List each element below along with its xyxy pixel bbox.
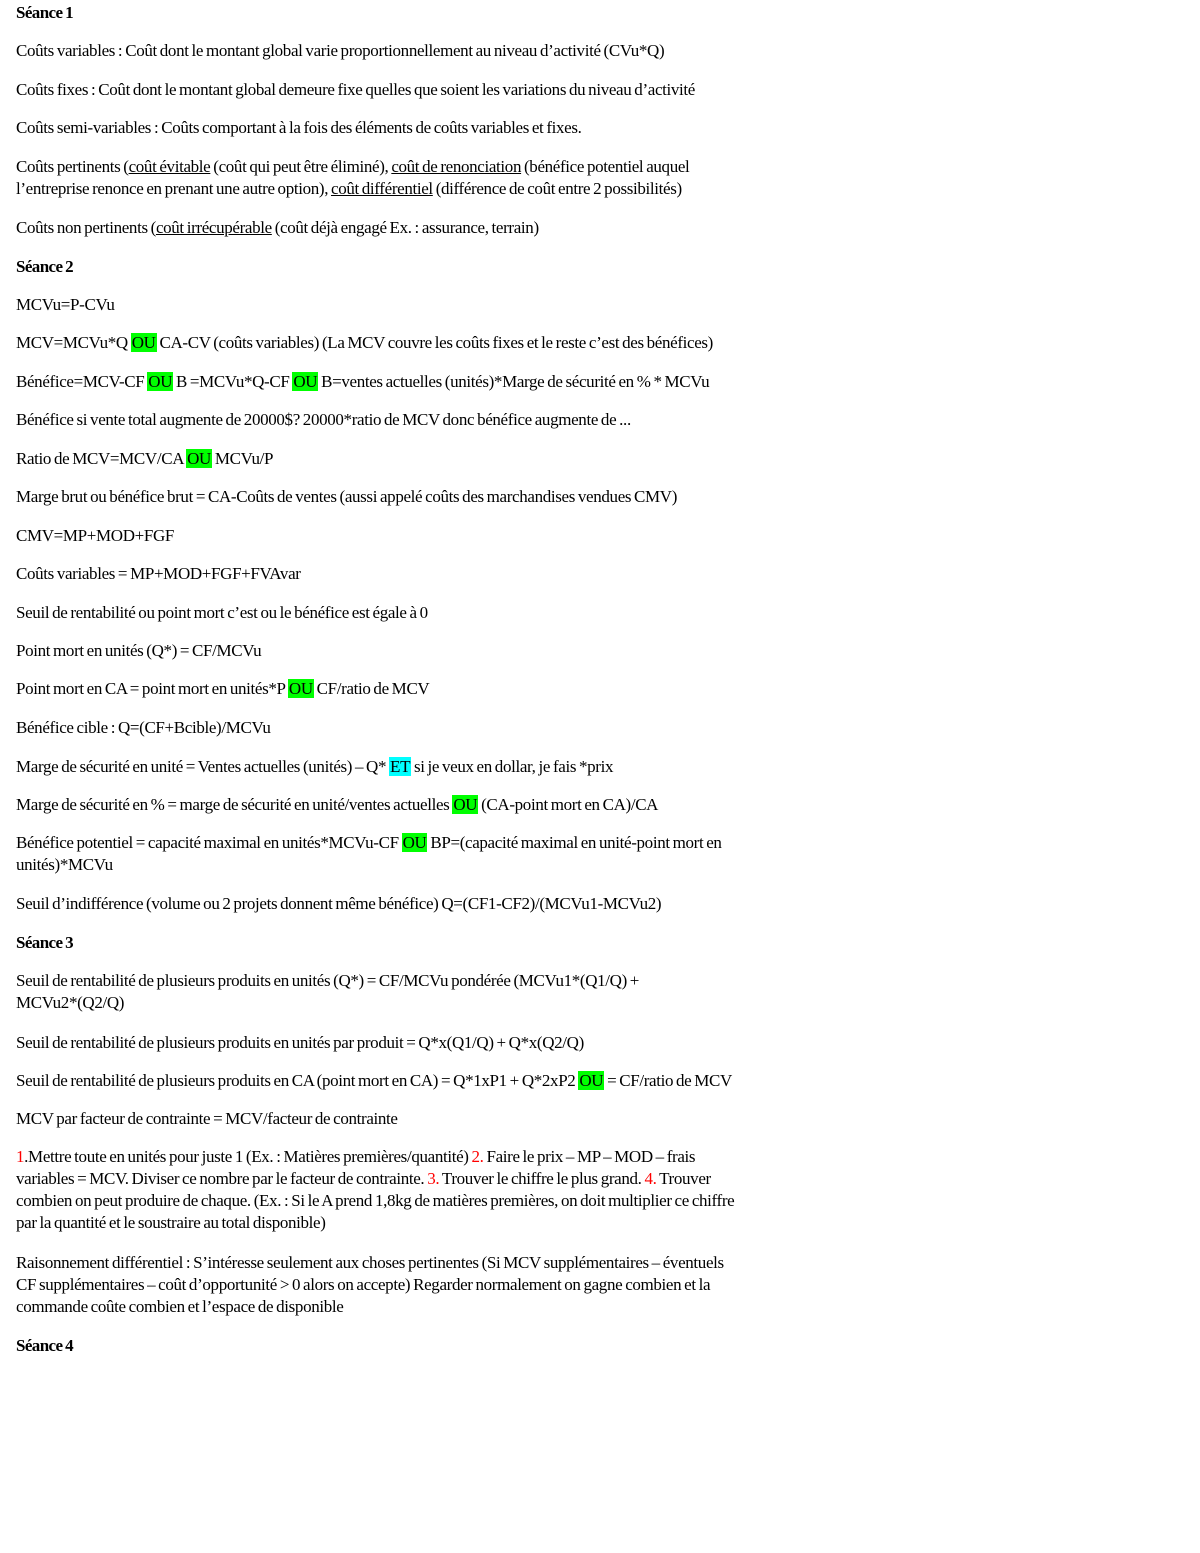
text-run: Séance 4 <box>16 1336 73 1355</box>
text-run: si je veux en dollar, je fais *prix <box>411 757 614 776</box>
text-run: CF supplémentaires – coût d’opportunité > 0 alors on accepte) Regarder normalement on gagne combien et la <box>16 1275 711 1294</box>
underlined-term: coût de renonciation <box>391 157 522 176</box>
note-paragraph <box>16 486 916 508</box>
text-run: unités)*MCVu <box>16 855 113 874</box>
section-heading <box>16 256 916 278</box>
text-run: Point mort en unités (Q*) = CF/MCVu <box>16 641 262 660</box>
text-run: Point mort en CA = point mort en unités*P <box>16 679 288 698</box>
text-run: Seuil de rentabilité ou point mort c’est ou le bénéfice est égale à 0 <box>16 603 428 622</box>
text-run: Séance 2 <box>16 257 73 276</box>
note-paragraph <box>16 332 916 354</box>
text-run: Raisonnement différentiel : S’intéresse seulement aux choses pertinentes (Si MCV supplémentaires – éventuels <box>16 1253 724 1272</box>
note-paragraph <box>16 1252 916 1318</box>
note-paragraph <box>16 448 916 470</box>
step-number: 2. <box>471 1147 484 1166</box>
step-number: 1 <box>16 1147 25 1166</box>
text-run: Marge de sécurité en % = marge de sécurité en unité/ventes actuelles <box>16 795 453 814</box>
text-run: Séance 1 <box>16 3 73 22</box>
highlight-ou: OU <box>288 679 313 698</box>
note-paragraph <box>16 409 916 431</box>
text-run: BP=(capacité maximal en unité-point mort en <box>427 833 722 852</box>
text-run: Bénéfice potentiel = capacité maximal en unités*MCVu-CF <box>16 833 402 852</box>
note-paragraph <box>16 832 916 876</box>
text-run: Séance 3 <box>16 933 73 952</box>
text-run: Marge de sécurité en unité = Ventes actuelles (unités) – Q* <box>16 757 390 776</box>
note-paragraph <box>16 525 916 547</box>
text-run: Seuil de rentabilité de plusieurs produits en unités (Q*) = CF/MCVu pondérée (MCVu1*(Q1/Q) + <box>16 971 640 990</box>
note-paragraph <box>16 893 916 915</box>
text-run: Seuil d’indifférence (volume ou 2 projets donnent même bénéfice) Q=(CF1-CF2)/(MCVu1-MCVu2) <box>16 894 662 913</box>
text-run: Coûts non pertinents ( <box>16 218 156 237</box>
text-run: (différence de coût entre 2 possibilités) <box>432 179 682 198</box>
section-heading <box>16 932 916 954</box>
highlight-ou: OU <box>402 833 427 852</box>
text-run: Ratio de MCV=MCV/CA <box>16 449 187 468</box>
text-run: Marge brut ou bénéfice brut = CA-Coûts de ventes (aussi appelé coûts des marchandises vendues CMV) <box>16 487 678 506</box>
note-paragraph <box>16 640 916 662</box>
note-paragraph <box>16 1070 916 1092</box>
text-run: (coût déjà engagé Ex. : assurance, terrain) <box>271 218 539 237</box>
text-run: (coût qui peut être éliminé), <box>210 157 392 176</box>
section-heading <box>16 2 916 24</box>
highlight-ou: OU <box>187 449 211 468</box>
underlined-term: coût différentiel <box>331 179 433 198</box>
section-heading <box>16 1335 916 1357</box>
note-paragraph <box>16 794 916 816</box>
text-run: MCVu/P <box>211 449 274 468</box>
highlight-ou: OU <box>579 1071 604 1090</box>
note-paragraph <box>16 563 916 585</box>
text-run: MCVu2*(Q2/Q) <box>16 993 125 1012</box>
text-run: commande coûte combien et l’espace de disponible <box>16 1297 344 1316</box>
text-run: Trouver le chiffre le plus grand. <box>439 1169 645 1188</box>
text-run: B =MCVu*Q-CF <box>173 372 293 391</box>
text-run: (bénéfice potentiel auquel <box>521 157 690 176</box>
text-run: CA-CV (coûts variables) (La MCV couvre les coûts fixes et le reste c’est des bénéfices) <box>156 333 713 352</box>
text-run: B=ventes actuelles (unités)*Marge de sécurité en % * MCVu <box>318 372 710 391</box>
text-run: MCVu=P-CVu <box>16 295 115 314</box>
note-paragraph <box>16 156 916 200</box>
text-run: Coûts semi-variables : Coûts comportant à la fois des éléments de coûts variables et fixes. <box>16 118 582 137</box>
text-run: Seuil de rentabilité de plusieurs produits en CA (point mort en CA) = Q*1xP1 + Q*2xP2 <box>16 1071 579 1090</box>
text-run: Bénéfice=MCV-CF <box>16 372 148 391</box>
text-run: (CA-point mort en CA)/CA <box>478 795 659 814</box>
note-paragraph <box>16 678 916 700</box>
text-run: Bénéfice cible : Q=(CF+Bcible)/MCVu <box>16 718 271 737</box>
text-run: Coûts fixes : Coût dont le montant global demeure fixe quelles que soient les variations du niveau d’activité <box>16 80 695 99</box>
step-number: 4. <box>644 1169 657 1188</box>
note-paragraph <box>16 717 916 739</box>
highlight-et: ET <box>390 757 411 776</box>
note-paragraph <box>16 371 916 393</box>
note-paragraph <box>16 217 916 239</box>
text-run: Bénéfice si vente total augmente de 20000$? 20000*ratio de MCV donc bénéfice augmente de ... <box>16 410 631 429</box>
highlight-ou: OU <box>131 333 156 352</box>
text-run: Faire le prix – MP – MOD – frais <box>483 1147 696 1166</box>
text-run: Trouver <box>656 1169 711 1188</box>
note-paragraph <box>16 602 916 624</box>
note-paragraph <box>16 1032 916 1054</box>
text-run: MCV par facteur de contrainte = MCV/facteur de contrainte <box>16 1109 398 1128</box>
note-paragraph <box>16 117 916 139</box>
text-run: Coûts variables : Coût dont le montant global varie proportionnellement au niveau d’activité (CVu*Q) <box>16 41 665 60</box>
highlight-ou: OU <box>453 795 478 814</box>
text-run: Coûts pertinents ( <box>16 157 129 176</box>
text-run: = CF/ratio de MCV <box>604 1071 732 1090</box>
highlight-ou: OU <box>148 372 173 391</box>
text-run: CF/ratio de MCV <box>313 679 430 698</box>
note-paragraph <box>16 1108 916 1130</box>
note-paragraph <box>16 970 916 1014</box>
note-paragraph <box>16 40 916 62</box>
text-run: par la quantité et le soustraire au total disponible) <box>16 1213 326 1232</box>
underlined-term: coût irrécupérable <box>155 218 272 237</box>
note-paragraph <box>16 294 916 316</box>
text-run: l’entreprise renonce en prenant une autre option), <box>16 179 332 198</box>
text-run: CMV=MP+MOD+FGF <box>16 526 175 545</box>
highlight-ou: OU <box>293 372 318 391</box>
text-run: .Mettre toute en unités pour juste 1 (Ex. : Matières premières/quantité) <box>24 1147 472 1166</box>
text-run: Seuil de rentabilité de plusieurs produits en unités par produit = Q*x(Q1/Q) + Q*x(Q2/Q) <box>16 1033 584 1052</box>
note-paragraph <box>16 756 916 778</box>
text-run: variables = MCV. Diviser ce nombre par le facteur de contrainte. <box>16 1169 428 1188</box>
text-run: Coûts variables = MP+MOD+FGF+FVAvar <box>16 564 301 583</box>
text-run: MCV=MCVu*Q <box>16 333 131 352</box>
text-run: combien on peut produire de chaque. (Ex. : Si le A prend 1,8kg de matières premières, on doit multiplier ce chiffre <box>16 1191 735 1210</box>
step-number: 3. <box>427 1169 440 1188</box>
note-paragraph <box>16 79 916 101</box>
underlined-term: coût évitable <box>128 157 211 176</box>
note-paragraph <box>16 1146 916 1234</box>
